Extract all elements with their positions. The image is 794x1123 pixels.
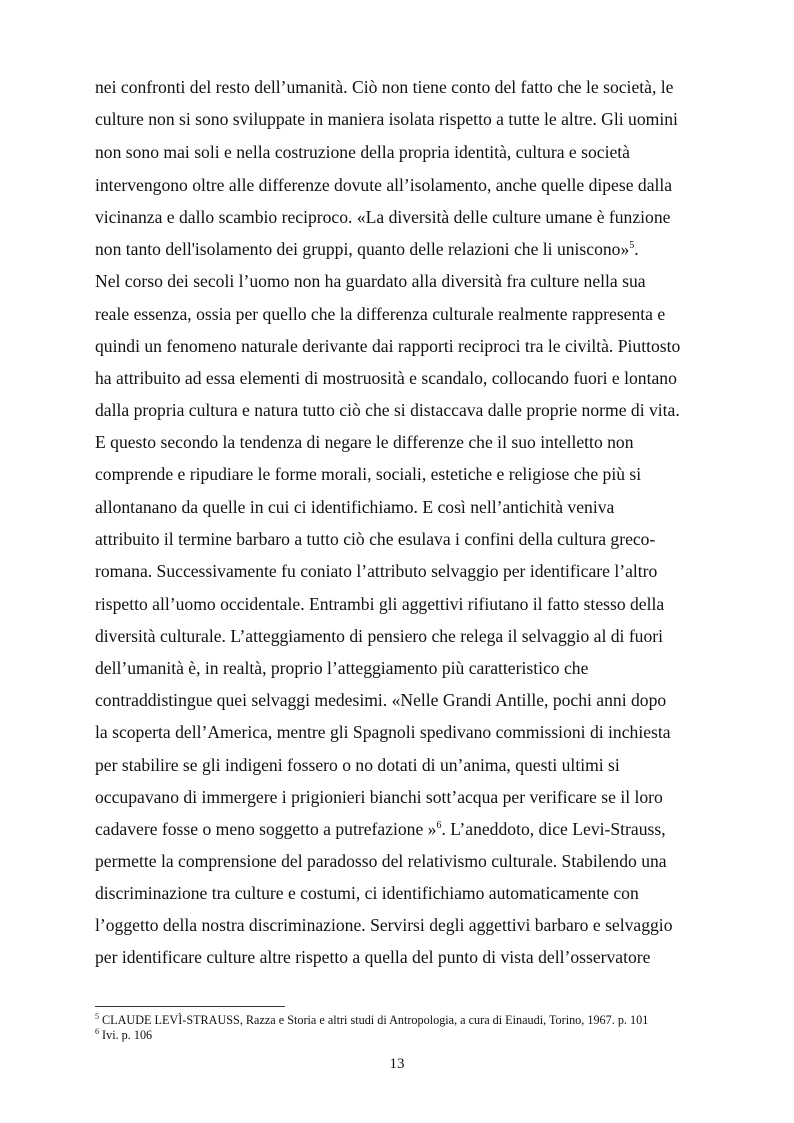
body-line: culture non si sono sviluppate in maniera isolata rispetto a tutte le altre. Gli uomini bbox=[95, 109, 678, 129]
page-number: 13 bbox=[389, 1056, 405, 1072]
footnote bbox=[95, 1028, 152, 1043]
footnote-ref: 5 bbox=[629, 240, 635, 252]
body-line bbox=[95, 238, 639, 260]
body-line: diversità culturale. L’atteggiamento di pensiero che relega il selvaggio al di fuori bbox=[95, 626, 664, 646]
body-line-text: non tanto dell'isolamento dei gruppi, quanto delle relazioni che li uniscono» bbox=[95, 239, 630, 259]
body-line: ha attribuito ad essa elementi di mostruosità e scandalo, collocando fuori e lontano bbox=[95, 368, 677, 388]
body-line: allontanano da quelle in cui ci identifichiamo. E così nell’antichità veniva bbox=[95, 497, 615, 517]
footnote-divider bbox=[95, 1006, 285, 1007]
body-line-end: . bbox=[634, 239, 639, 259]
body-line: contraddistingue quei selvaggi medesimi. «Nelle Grandi Antille, pochi anni dopo bbox=[95, 690, 667, 710]
body-line bbox=[95, 818, 666, 840]
body-line: reale essenza, ossia per quello che la differenza culturale realmente rappresenta e bbox=[95, 304, 666, 324]
body-line: quindi un fenomeno naturale derivante dai rapporti reciproci tra le civiltà. Piuttosto bbox=[95, 336, 681, 356]
body-line: Nel corso dei secoli l’uomo non ha guardato alla diversità fra culture nella sua bbox=[95, 271, 646, 291]
body-line-text: cadavere fosse o meno soggetto a putrefazione » bbox=[95, 819, 437, 839]
body-line: rispetto all’uomo occidentale. Entrambi gli aggettivi rifiutano il fatto stesso della bbox=[95, 594, 665, 614]
body-line: vicinanza e dallo scambio reciproco. «La diversità delle culture umane è funzione bbox=[95, 207, 671, 227]
body-line: non sono mai soli e nella costruzione della propria identità, cultura e società bbox=[95, 142, 630, 162]
body-line: dell’umanità è, in realtà, proprio l’atteggiamento più caratteristico che bbox=[95, 658, 589, 678]
body-line: E questo secondo la tendenza di negare le differenze che il suo intelletto non bbox=[95, 432, 634, 452]
footnote bbox=[95, 1013, 648, 1028]
body-line-end: . L’aneddoto, dice Levi-Strauss, bbox=[441, 819, 666, 839]
footnote-text: Ivi. p. 106 bbox=[99, 1028, 153, 1042]
body-line: per stabilire se gli indigeni fossero o no dotati di un’anima, questi ultimi si bbox=[95, 755, 620, 775]
footnote-number: 6 bbox=[95, 1026, 99, 1036]
body-line: l’oggetto della nostra discriminazione. Servirsi degli aggettivi barbaro e selvaggio bbox=[95, 915, 673, 935]
body-line: attribuito il termine barbaro a tutto ciò che esulava i confini della cultura greco- bbox=[95, 529, 656, 549]
body-line: permette la comprensione del paradosso del relativismo culturale. Stabilendo una bbox=[95, 851, 667, 871]
body-line: nei confronti del resto dell’umanità. Ciò non tiene conto del fatto che le società, le bbox=[95, 77, 674, 97]
footnote-number: 5 bbox=[95, 1011, 99, 1021]
body-line: discriminazione tra culture e costumi, ci identifichiamo automaticamente con bbox=[95, 883, 639, 903]
body-line: occupavano di immergere i prigionieri bianchi sott’acqua per verificare se il loro bbox=[95, 787, 663, 807]
body-line: comprende e ripudiare le forme morali, sociali, estetiche e religiose che più si bbox=[95, 464, 642, 484]
body-line: romana. Successivamente fu coniato l’attributo selvaggio per identificare l’altro bbox=[95, 561, 658, 581]
body-line: per identificare culture altre rispetto a quella del punto di vista dell’osservatore bbox=[95, 947, 651, 967]
footnote-text: CLAUDE LEVÌ-STRAUSS, Razza e Storia e altri studi di Antropologia, a cura di Einaudi, Torino, 1967. p. 101 bbox=[99, 1013, 649, 1027]
footnote-ref: 6 bbox=[436, 820, 442, 832]
body-line: la scoperta dell’America, mentre gli Spagnoli spedivano commissioni di inchiesta bbox=[95, 722, 671, 742]
body-line: intervengono oltre alle differenze dovute all’isolamento, anche quelle dipese dalla bbox=[95, 175, 673, 195]
body-line: dalla propria cultura e natura tutto ciò che si distaccava dalle proprie norme di vita. bbox=[95, 400, 680, 420]
